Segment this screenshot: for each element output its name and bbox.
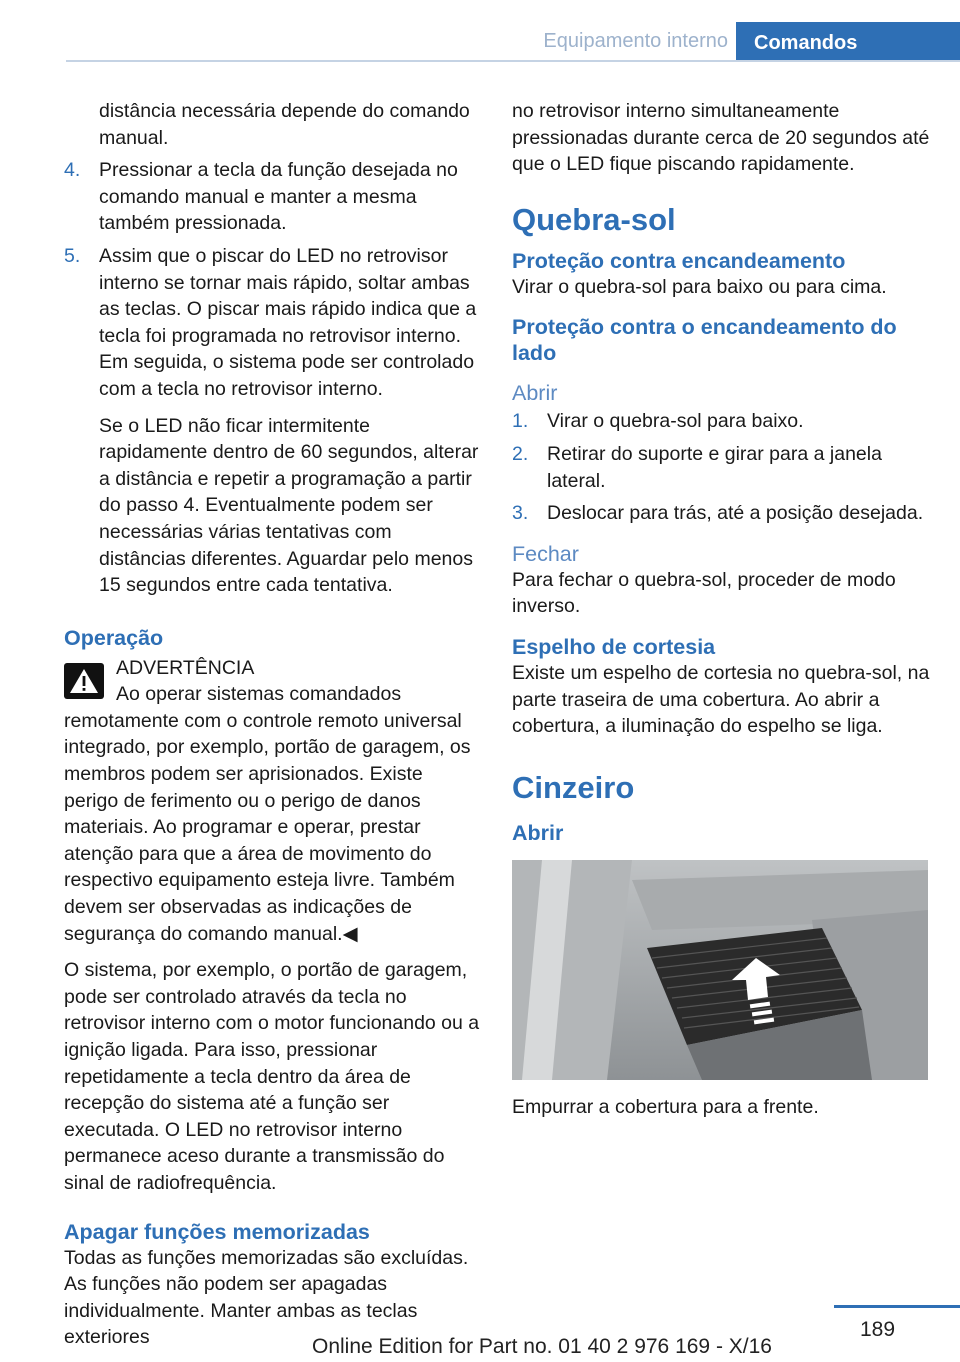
cinzeiro-abrir-heading: Abrir <box>512 820 564 845</box>
warning-title: ADVERTÊNCIA <box>116 656 255 679</box>
photo-caption: Empurrar a cobertura para a frente. <box>512 1095 819 1118</box>
footer-edition: Online Edition for Part no. 01 40 2 976 169 - X/16 <box>312 1335 772 1358</box>
espelho-heading: Espelho de cortesia <box>512 634 716 659</box>
fechar-text: Para fechar o quebra-sol, proceder de modo inverso. <box>512 568 896 618</box>
lado-heading: Proteção contra o encandeamento do lado <box>512 315 897 366</box>
continued-text: no retrovisor interno simultaneamente pressionadas durante cerca de 20 segundos até que o LED fique piscando rapidamente. <box>512 100 930 176</box>
step-number: 5. <box>64 244 81 267</box>
step-number: 2. <box>512 442 529 465</box>
abrir-step-1 <box>512 408 932 435</box>
cinzeiro-heading: Cinzeiro <box>512 769 635 805</box>
step-text: Virar o quebra-sol para baixo. <box>547 410 804 433</box>
operacao-text: O sistema, por exemplo, o portão de garagem, pode ser controlado através da tecla no retrovisor interno com o motor funcionando ou a ignição ligada. Para isso, pressionar repetidamente a tecla dentro da área de recepção do sistema até a função ser executada. O LED no retrovisor interno permanece aceso durante a transmissão do sinal de radiofrequência. <box>64 959 480 1194</box>
right-column <box>512 98 932 1120</box>
step-5 <box>64 243 482 403</box>
header-tab: Comandos <box>736 22 960 62</box>
step-5-note: Se o LED não ficar intermitente rapidamente dentro de 60 segundos, alterar a distância e repetir a programação a partir do passo 4. Eventualmente podem ser necessárias várias tentativas com distâncias diferentes. Aguardar pelo menos 15 segundos entre cada tentativa. <box>99 414 479 597</box>
intro-text: distância necessária depende do comando manual. <box>99 100 470 149</box>
page-number: 189 <box>860 1318 896 1341</box>
step-number: 1. <box>512 410 529 433</box>
espelho-text: Existe um espelho de cortesia no quebra-sol, na parte traseira de uma cobertura. Ao abrir a cobertura, a iluminação do espelho se liga. <box>512 661 930 738</box>
protecao-text: Virar o quebra-sol para baixo ou para cima. <box>512 275 887 298</box>
header-divider <box>66 60 960 62</box>
step-text: Retirar do suporte e girar para a janela lateral. <box>547 442 882 492</box>
warning-triangle-icon <box>64 663 104 699</box>
step-text: Pressionar a tecla da função desejada no comando manual e manter a mesma também pressionada. <box>99 159 458 235</box>
ashtray-photo <box>512 860 928 1080</box>
fechar-heading: Fechar <box>512 541 579 566</box>
operacao-heading: Operação <box>64 625 164 650</box>
header-section-title: Equipamento interno <box>543 30 728 52</box>
abrir-step-3 <box>512 500 932 527</box>
abrir-step-2 <box>512 441 932 494</box>
step-number: 3. <box>512 502 529 525</box>
apagar-heading: Apagar funções memorizadas <box>64 1219 370 1244</box>
abrir-heading: Abrir <box>512 381 558 406</box>
step-text: Assim que o piscar do LED no retrovisor interno se tornar mais rápido, soltar ambas as teclas. O piscar mais rápido indica que a tecla foi programada no retrovisor interno. Em seguida, o sistema pode ser controlado com a tecla no retrovisor interno. <box>99 244 477 400</box>
left-column <box>64 98 482 1351</box>
protecao-heading: Proteção contra encandeamento <box>512 248 846 273</box>
apagar-text: Todas as funções memorizadas são excluídas. As funções não podem ser apagadas individualmente. Manter ambas as teclas exteriores <box>64 1246 469 1349</box>
step-4 <box>64 157 482 237</box>
quebrasol-heading: Quebra-sol <box>512 201 676 237</box>
step-number: 4. <box>64 159 81 182</box>
step-text: Deslocar para trás, até a posição desejada. <box>547 502 924 525</box>
warning-block <box>64 655 482 682</box>
footer-divider <box>834 1305 960 1308</box>
warning-text: Ao operar sistemas comandados remotamente com o controle remoto universal integrado, por exemplo, portão de garagem, os membros podem ser aprisionados. Existe perigo de ferimento ou o perigo de danos materiais. Ao programar e operar, prestar atenção para que a área de movimento do respectivo equipamento esteja livre. Também devem ser observadas as indicações de segurança do comando manual.◀ <box>64 683 471 945</box>
